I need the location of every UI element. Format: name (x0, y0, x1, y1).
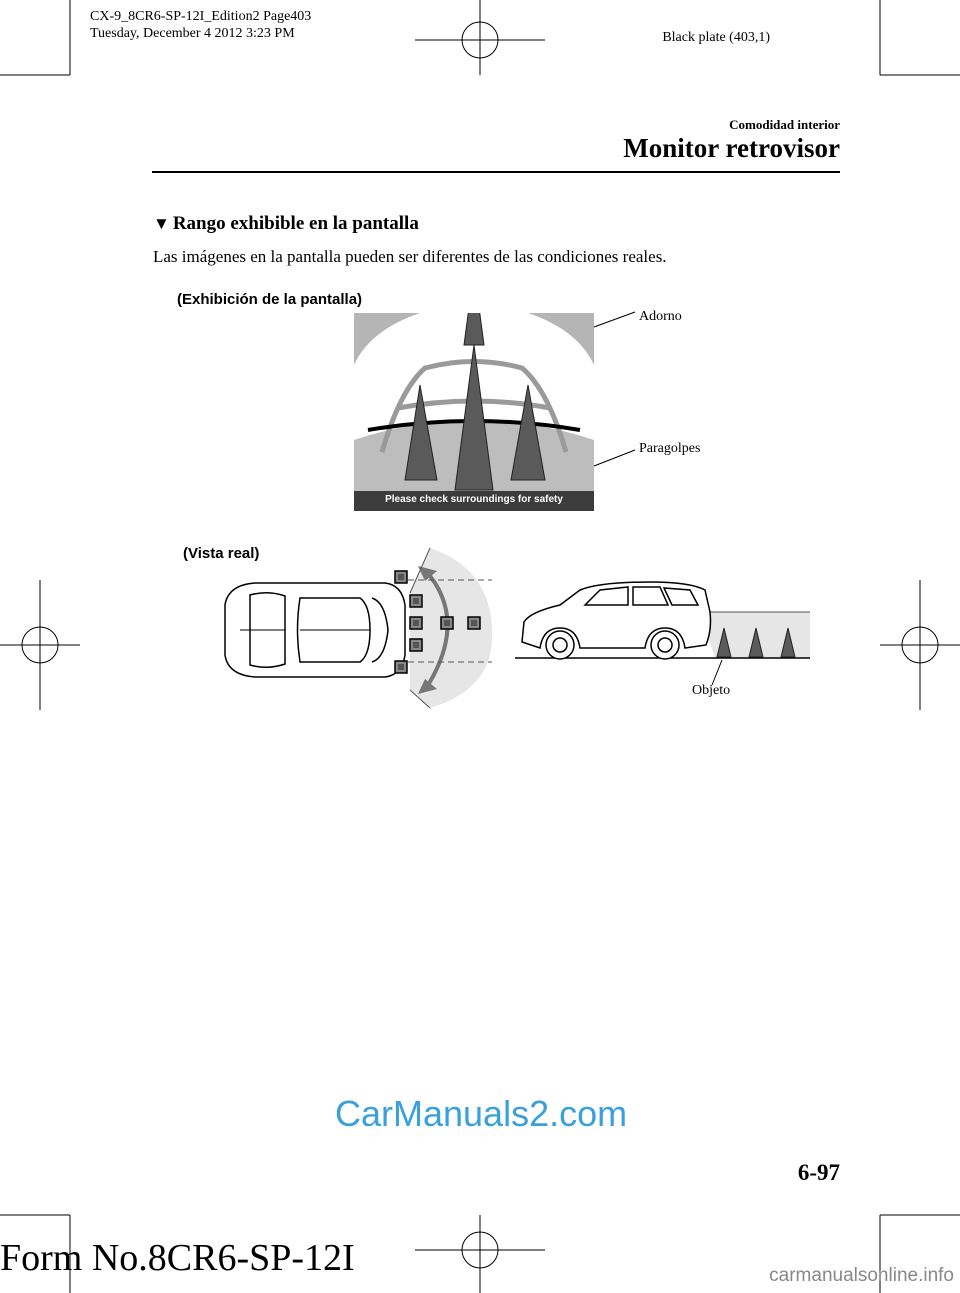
form-number: Form No.8CR6-SP-12I (0, 1237, 355, 1279)
real-view-caption: (Vista real) (183, 545, 260, 562)
watermark-logo: CarManuals2.com (335, 1093, 628, 1134)
screen-banner-text: Please check surroundings for safety (385, 494, 563, 505)
callout-object: Objeto (692, 683, 731, 698)
section-category: Comodidad interior (729, 117, 840, 132)
callout-bumper: Paragolpes (639, 441, 701, 456)
triangle-marker-icon: ▼ (153, 214, 170, 233)
screen-display-caption: (Exhibición de la pantalla) (177, 291, 363, 308)
car-side-view (522, 582, 711, 659)
date-line: Tuesday, December 4 2012 3:23 PM (90, 26, 295, 41)
body-paragraph: Las imágenes en la pantalla pueden ser diferentes de las condiciones reales. (153, 247, 667, 266)
plate-info: Black plate (403,1) (662, 30, 770, 45)
callout-trim: Adorno (639, 309, 682, 324)
watermark-corner: carmanualsonline.info (769, 1265, 954, 1286)
file-info-line: CX-9_8CR6-SP-12I_Edition2 Page403 (90, 9, 312, 24)
subsection-heading-text: Rango exhibible en la pantalla (172, 213, 419, 234)
page-number: 6-97 (797, 1160, 840, 1185)
section-title: Monitor retrovisor (623, 133, 840, 163)
